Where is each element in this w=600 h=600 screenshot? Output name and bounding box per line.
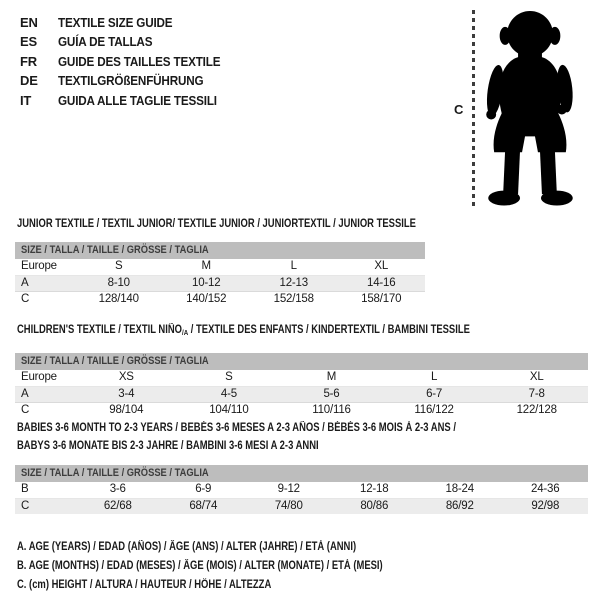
cell-value: 122/128 — [516, 404, 557, 416]
language-title: GUÍA DE TALLAS — [58, 34, 153, 50]
cell-value: 7-8 — [528, 388, 545, 400]
cell-value: 140/152 — [186, 293, 227, 305]
cell-value: 128/140 — [98, 293, 139, 305]
subscript-text: /A — [182, 328, 189, 337]
language-list — [20, 13, 238, 110]
table-row-a — [15, 386, 588, 402]
row-label: Europe — [21, 371, 57, 383]
size-header-text: SIZE / TALLA / TAILLE / GRÖSSE / TAGLIA — [21, 467, 209, 479]
cell-value: XL — [374, 260, 389, 272]
footnote-list — [17, 538, 463, 595]
cell-value: 104/110 — [209, 404, 249, 416]
height-measure-label: C — [454, 102, 464, 117]
footnote-text: C. (cm) HEIGHT / ALTURA / HAUTEUR / HÖHE / ALTEZZA — [17, 579, 272, 591]
cell-value: 14-16 — [367, 277, 396, 289]
table-row-c — [15, 498, 588, 514]
junior-size-table — [15, 242, 425, 307]
cell-value: XS — [118, 371, 134, 383]
cell-value: 80/86 — [360, 500, 389, 512]
cell-value: 158/170 — [361, 293, 402, 305]
table-row-europe — [15, 259, 425, 275]
language-row-it — [20, 91, 238, 110]
cell-value: 68/74 — [189, 500, 218, 512]
language-title: TEXTILGRÖßENFÜHRUNG — [58, 73, 204, 89]
cell-value: 6-7 — [426, 388, 443, 400]
cell-value: 12-13 — [279, 277, 308, 289]
row-label: C — [21, 404, 30, 416]
row-label: C — [21, 293, 30, 305]
row-label: A — [21, 277, 29, 289]
language-title: TEXTILE SIZE GUIDE — [58, 15, 173, 30]
cell-value: 6-9 — [195, 483, 212, 495]
row-label: C — [21, 500, 30, 512]
size-header-text: SIZE / TALLA / TAILLE / GRÖSSE / TAGLIA — [21, 244, 209, 256]
title-text: BABIES 3-6 MONTH TO 2-3 YEARS / BEBÉS 3-6 MESES A 2-3 AÑOS / BÉBÉS 3-6 MOIS À 2-3 ANS / — [17, 422, 456, 434]
cell-value: 18-24 — [445, 483, 474, 495]
language-row-es — [20, 32, 238, 51]
cell-value: 10-12 — [192, 277, 221, 289]
language-code: FR — [20, 53, 37, 69]
language-title: GUIDA ALLE TAGLIE TESSILI — [58, 92, 217, 108]
cell-value: 3-4 — [118, 388, 135, 400]
language-code: DE — [20, 73, 38, 89]
title-line — [17, 419, 456, 437]
cell-value: XL — [529, 371, 544, 383]
row-label: Europe — [21, 260, 57, 272]
size-header-bar — [15, 242, 425, 259]
children-table-title — [17, 321, 569, 339]
cell-value: S — [115, 260, 123, 272]
footnote-b — [17, 557, 463, 576]
cell-value: L — [290, 260, 297, 272]
title-line — [17, 437, 319, 455]
table-row-b — [15, 482, 588, 498]
height-measure-line — [472, 10, 475, 207]
title-line — [17, 215, 416, 233]
language-row-de — [20, 71, 238, 90]
language-code: IT — [20, 92, 32, 108]
language-row-fr — [20, 52, 238, 71]
toddler-silhouette-icon — [484, 9, 576, 208]
children-size-table — [15, 353, 588, 418]
cell-value: 9-12 — [277, 483, 300, 495]
cell-value: 12-18 — [360, 483, 389, 495]
title-text: / TEXTILE DES ENFANTS / KINDERTEXTIL / BAMBINI TESSILE — [188, 324, 470, 336]
babies-table-title — [17, 419, 600, 455]
cell-value: 92/98 — [531, 500, 560, 512]
size-header-bar — [15, 353, 588, 370]
cell-value: 110/116 — [312, 404, 351, 416]
baby-figure — [440, 0, 600, 215]
cell-value: 116/122 — [414, 404, 454, 416]
language-title: GUIDE DES TAILLES TEXTILE — [58, 53, 221, 69]
footnote-c — [17, 576, 463, 595]
cell-value: 86/92 — [445, 500, 474, 512]
table-row-europe — [15, 370, 588, 386]
table-row-a — [15, 275, 425, 291]
cell-value: L — [430, 371, 438, 383]
cell-value: M — [326, 371, 337, 383]
cell-value: 98/104 — [109, 404, 144, 416]
language-code: ES — [20, 34, 37, 50]
title-text: CHILDREN'S TEXTILE / TEXTIL NIÑO — [17, 324, 183, 336]
size-header-text: SIZE / TALLA / TAILLE / GRÖSSE / TAGLIA — [21, 355, 209, 367]
cell-value: 62/68 — [103, 500, 132, 512]
cell-value: 74/80 — [274, 500, 303, 512]
title-text: JUNIOR TEXTILE / TEXTIL JUNIOR/ TEXTILE JUNIOR / JUNIORTEXTIL / JUNIOR TESSILE — [17, 218, 416, 230]
cell-value: 24-36 — [531, 483, 560, 495]
language-row-en — [20, 13, 238, 32]
footnote-text: A. AGE (YEARS) / EDAD (AÑOS) / ÂGE (ANS) / ALTER (JAHRE) / ETÀ (ANNI) — [17, 541, 357, 553]
cell-value: 4-5 — [220, 388, 237, 400]
title-text: BABYS 3-6 MONATE BIS 2-3 JAHRE / BAMBINI 3-6 MESI A 2-3 ANNI — [17, 440, 319, 452]
footnote-text: B. AGE (MONTHS) / EDAD (MESES) / ÂGE (MOIS) / ALTER (MONATE) / ETÀ (MESI) — [17, 560, 383, 572]
junior-table-title — [17, 215, 503, 233]
footnote-a — [17, 538, 463, 557]
size-header-bar — [15, 465, 588, 482]
babies-size-table — [15, 465, 588, 514]
cell-value: 152/158 — [273, 293, 314, 305]
table-row-c — [15, 291, 425, 307]
title-line — [17, 321, 470, 339]
cell-value: 3-6 — [109, 483, 126, 495]
table-row-c — [15, 402, 588, 418]
row-label: A — [21, 388, 29, 400]
cell-value: M — [201, 260, 211, 272]
cell-value: 5-6 — [323, 388, 340, 400]
cell-value: S — [225, 371, 233, 383]
language-code: EN — [20, 15, 38, 30]
row-label: B — [21, 483, 29, 495]
cell-value: 8-10 — [107, 277, 130, 289]
